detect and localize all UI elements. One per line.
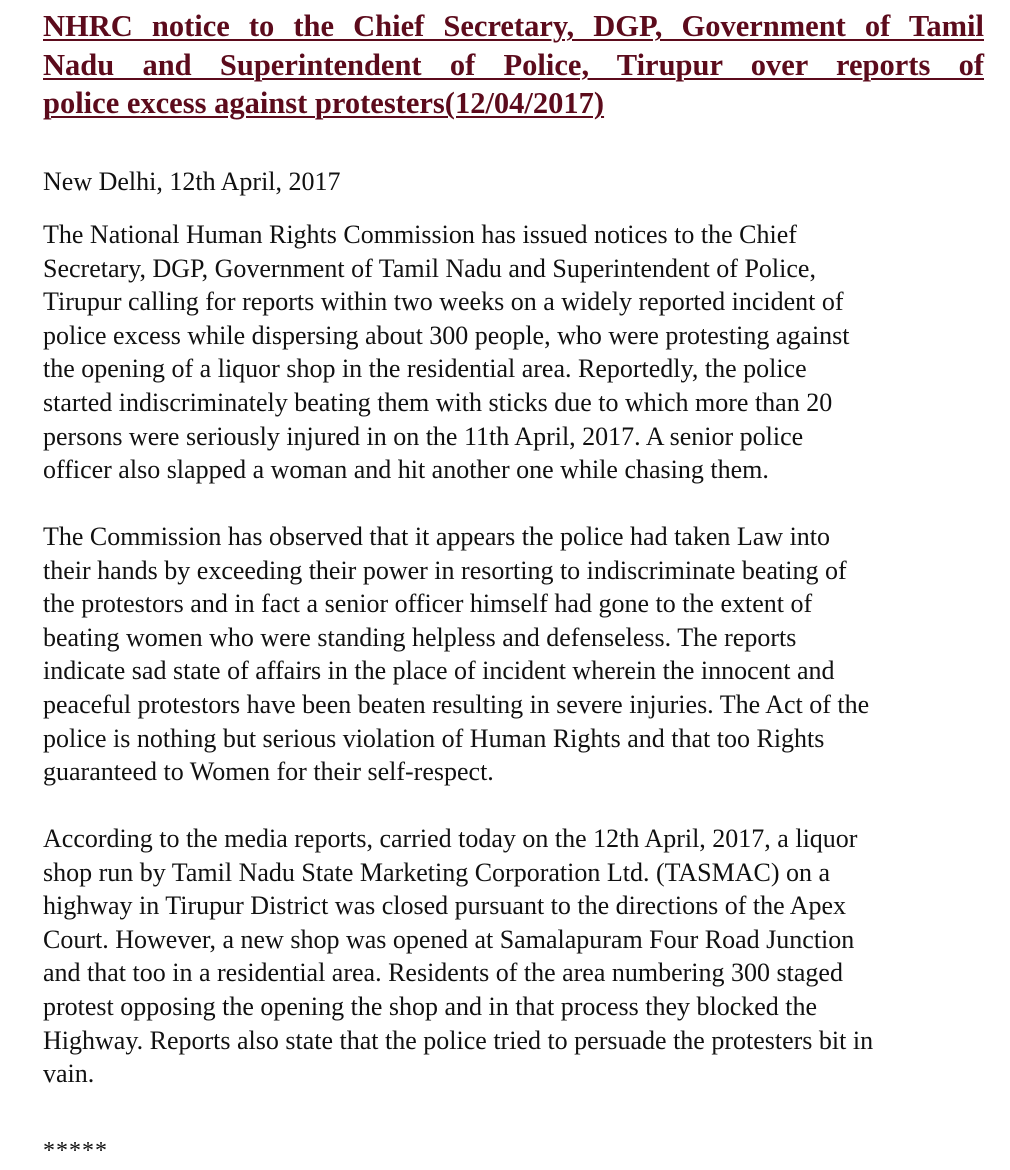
- text-line: police excess while dispersing about 300 people, who were protesting against: [43, 320, 850, 350]
- paragraph-2: [43, 520, 1003, 789]
- text-line: the opening of a liquor shop in the residential area. Reportedly, the police: [43, 354, 807, 384]
- text-line: beating women who were standing helpless and defenseless. The reports: [43, 622, 797, 652]
- text-line: vain.: [43, 1059, 95, 1089]
- title-line: police excess against protesters(12/04/2017): [43, 86, 605, 121]
- title-line: Nadu and Superintendent of Police, Tirupur over reports of: [43, 47, 984, 82]
- text-line: The National Human Rights Commission has issued notices to the Chief: [43, 220, 797, 249]
- text-line: According to the media reports, carried today on the 12th April, 2017, a liquor: [43, 824, 858, 853]
- text-line: indicate sad state of affairs in the place of incident wherein the innocent and: [43, 656, 835, 686]
- text-line: officer also slapped a woman and hit another one while chasing them.: [43, 455, 769, 485]
- text-line: highway in Tirupur District was closed pursuant to the directions of the Apex: [43, 891, 847, 921]
- text-line: The Commission has observed that it appears the police had taken Law into: [43, 522, 831, 551]
- paragraph-3: [43, 822, 1003, 1091]
- paragraph-1: [43, 218, 1003, 487]
- text-line: Court. However, a new shop was opened at Samalapuram Four Road Junction: [43, 924, 855, 954]
- text-line: started indiscriminately beating them with sticks due to which more than 20: [43, 387, 833, 417]
- text-line: peaceful protestors have been beaten resulting in severe injuries. The Act of the: [43, 689, 870, 719]
- text-line: Secretary, DGP, Government of Tamil Nadu and Superintendent of Police,: [43, 253, 816, 283]
- text-line: Tirupur calling for reports within two weeks on a widely reported incident of: [43, 287, 844, 317]
- text-line: police is nothing but serious violation of Human Rights and that too Rights: [43, 723, 825, 753]
- text-line: protest opposing the opening the shop and in that process they blocked the: [43, 991, 818, 1021]
- text-line: the protestors and in fact a senior officer himself had gone to the extent of: [43, 589, 813, 619]
- dateline: New Delhi, 12th April, 2017: [43, 167, 341, 196]
- text-line: persons were seriously injured in on the 11th April, 2017. A senior police: [43, 421, 804, 451]
- title-line: NHRC notice to the Chief Secretary, DGP, Government of Tamil: [43, 9, 984, 43]
- text-line: their hands by exceeding their power in resorting to indiscriminate beating of: [43, 555, 847, 585]
- text-line: shop run by Tamil Nadu State Marketing Corporation Ltd. (TASMAC) on a: [43, 857, 831, 887]
- text-line: and that too in a residential area. Residents of the area numbering 300 staged: [43, 958, 843, 988]
- end-mark: *****: [43, 1138, 108, 1164]
- text-line: Highway. Reports also state that the police tried to persuade the protesters bit in: [43, 1025, 874, 1055]
- text-line: guaranteed to Women for their self-respect.: [43, 757, 494, 787]
- document-title: [43, 7, 984, 123]
